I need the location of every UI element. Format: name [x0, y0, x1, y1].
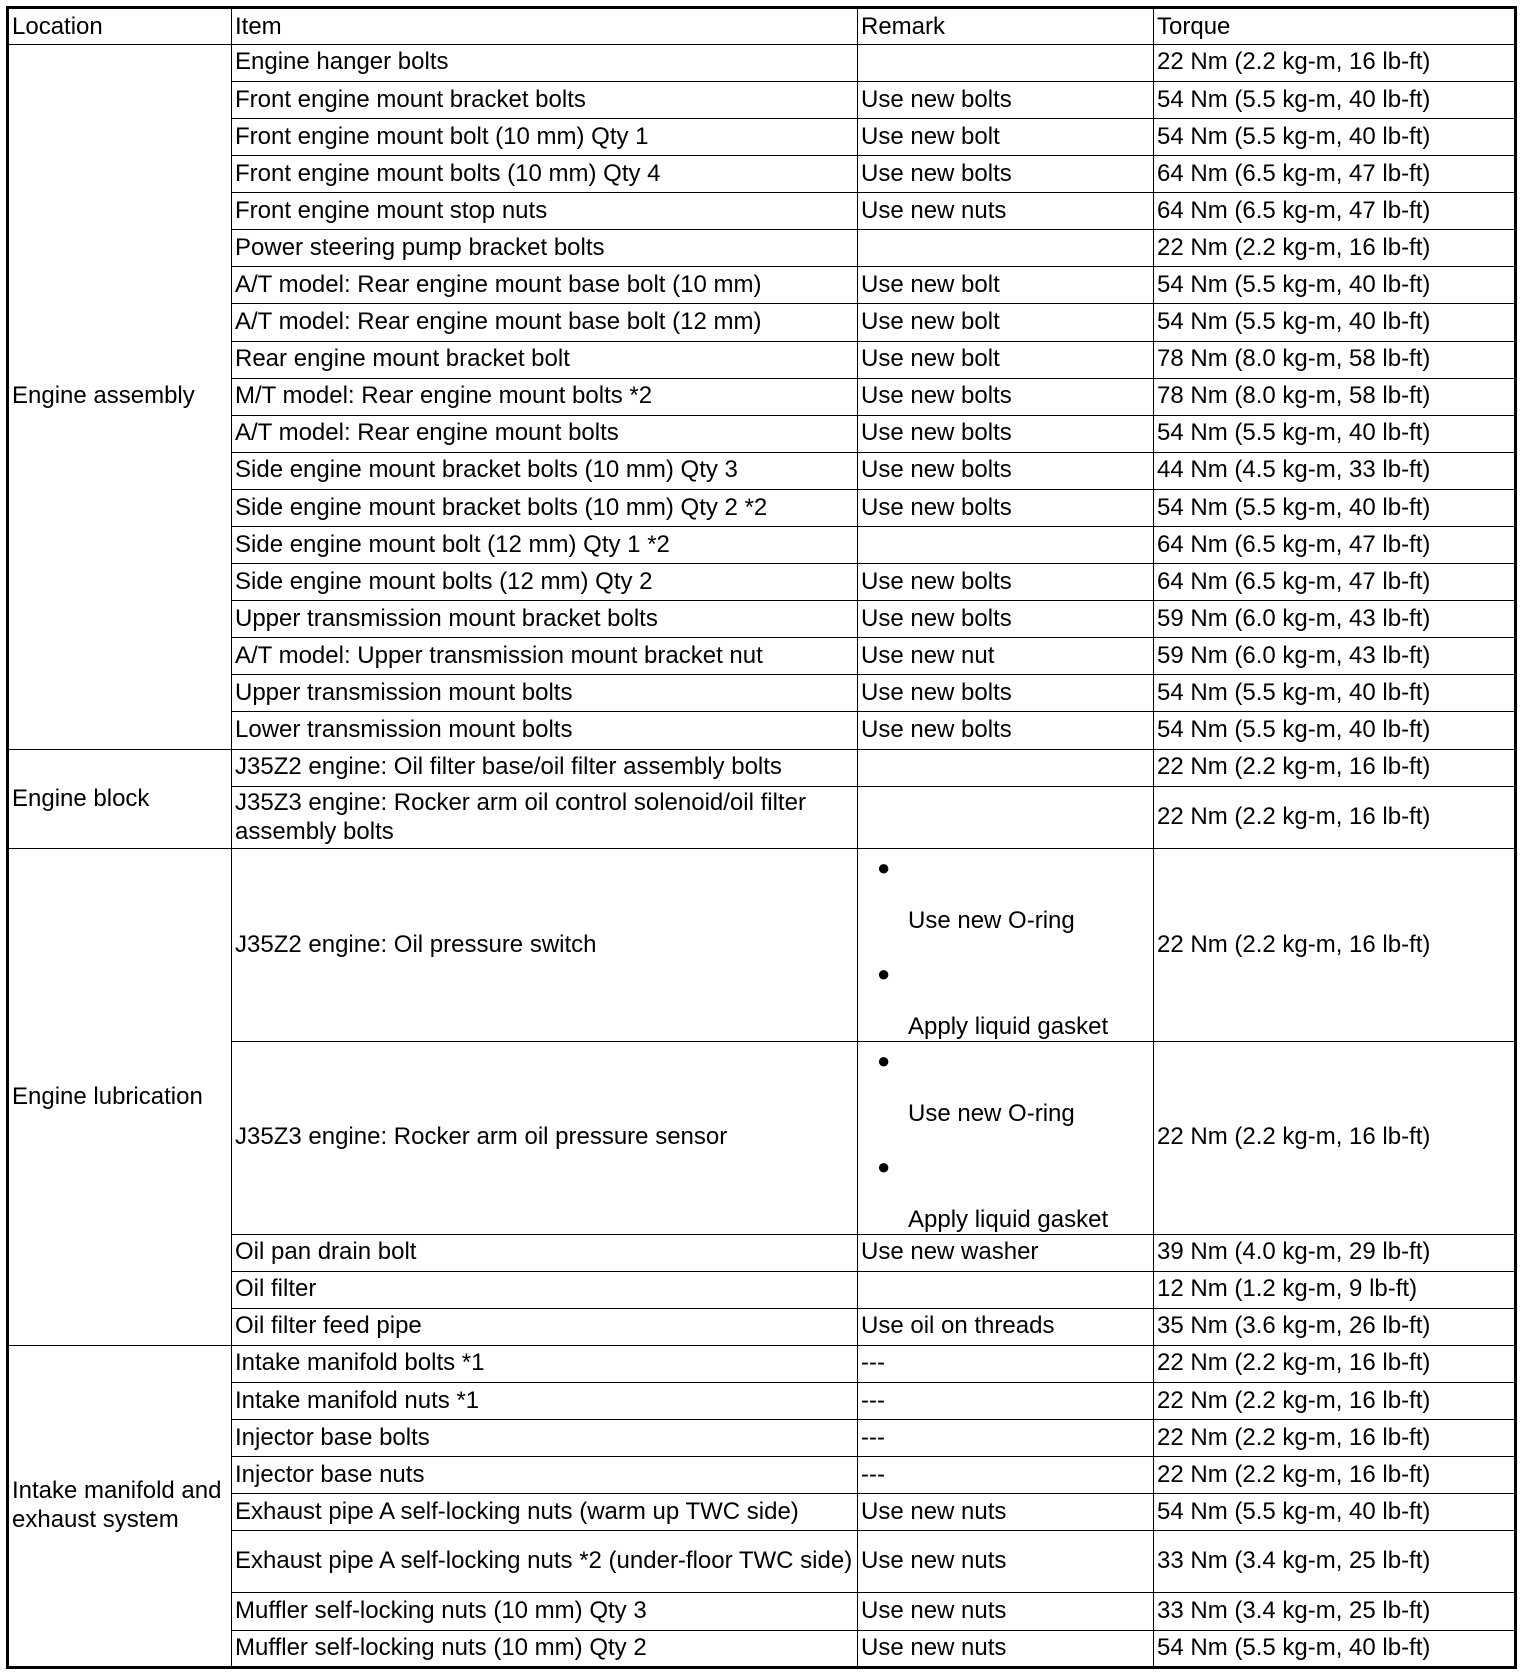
item-cell: J35Z3 engine: Rocker arm oil pressure sensor: [232, 1041, 858, 1234]
torque-cell: 33 Nm (3.4 kg-m, 25 lb-ft): [1154, 1531, 1516, 1593]
table-row: [8, 1271, 1516, 1308]
torque-cell: 22 Nm (2.2 kg-m, 16 lb-ft): [1154, 44, 1516, 81]
table-row: [8, 1308, 1516, 1345]
item-cell: Intake manifold bolts *1: [232, 1345, 858, 1382]
remark-cell: [858, 786, 1154, 849]
remark-cell: Use new washer: [858, 1234, 1154, 1271]
remark-cell: [858, 1041, 1154, 1234]
item-cell: Front engine mount bolt (10 mm) Qty 1: [232, 118, 858, 155]
table-row: [8, 601, 1516, 638]
torque-cell: 39 Nm (4.0 kg-m, 29 lb-ft): [1154, 1234, 1516, 1271]
remark-cell: ---: [858, 1457, 1154, 1494]
torque-cell: 33 Nm (3.4 kg-m, 25 lb-ft): [1154, 1593, 1516, 1630]
remark-cell: ---: [858, 1419, 1154, 1456]
item-cell: Side engine mount bolt (12 mm) Qty 1 *2: [232, 527, 858, 564]
remark-cell: ---: [858, 1382, 1154, 1419]
torque-cell: 59 Nm (6.0 kg-m, 43 lb-ft): [1154, 638, 1516, 675]
remark-line: Use new O-ring: [908, 1099, 1075, 1127]
torque-cell: 54 Nm (5.5 kg-m, 40 lb-ft): [1154, 675, 1516, 712]
item-cell: Rear engine mount bracket bolt: [232, 341, 858, 378]
torque-cell: 22 Nm (2.2 kg-m, 16 lb-ft): [1154, 1041, 1516, 1234]
table-row: [8, 849, 1516, 1042]
item-cell: A/T model: Upper transmission mount bracket nut: [232, 638, 858, 675]
table-row: [8, 304, 1516, 341]
remark-cell: Use new bolt: [858, 267, 1154, 304]
table-row: [8, 1419, 1516, 1456]
table-row: [8, 1593, 1516, 1630]
header-torque: Torque: [1154, 8, 1516, 45]
torque-cell: 54 Nm (5.5 kg-m, 40 lb-ft): [1154, 118, 1516, 155]
remark-cell: Use new bolts: [858, 564, 1154, 601]
item-cell: Upper transmission mount bracket bolts: [232, 601, 858, 638]
remark-cell: Use new nuts: [858, 1531, 1154, 1593]
item-cell: Upper transmission mount bolts: [232, 675, 858, 712]
torque-cell: 22 Nm (2.2 kg-m, 16 lb-ft): [1154, 749, 1516, 786]
torque-cell: 54 Nm (5.5 kg-m, 40 lb-ft): [1154, 267, 1516, 304]
remark-cell: Use new bolts: [858, 712, 1154, 749]
torque-cell: 64 Nm (6.5 kg-m, 47 lb-ft): [1154, 193, 1516, 230]
location-cell: Engine assembly: [8, 44, 232, 749]
location-cell: Engine block: [8, 749, 232, 849]
torque-cell: 44 Nm (4.5 kg-m, 33 lb-ft): [1154, 452, 1516, 489]
remark-cell: [858, 1271, 1154, 1308]
item-cell: Injector base nuts: [232, 1457, 858, 1494]
item-cell: Power steering pump bracket bolts: [232, 230, 858, 267]
table-row: [8, 156, 1516, 193]
remark-cell: ---: [858, 1345, 1154, 1382]
item-cell: Front engine mount bolts (10 mm) Qty 4: [232, 156, 858, 193]
location-cell: Intake manifold and exhaust system: [8, 1345, 232, 1667]
table-row: [8, 675, 1516, 712]
item-cell: Exhaust pipe A self-locking nuts *2 (under-floor TWC side): [232, 1531, 858, 1593]
table-row: [8, 341, 1516, 378]
remark-cell: Use new nuts: [858, 1593, 1154, 1630]
torque-cell: 12 Nm (1.2 kg-m, 9 lb-ft): [1154, 1271, 1516, 1308]
torque-cell: 22 Nm (2.2 kg-m, 16 lb-ft): [1154, 1419, 1516, 1456]
torque-cell: 64 Nm (6.5 kg-m, 47 lb-ft): [1154, 156, 1516, 193]
remark-cell: Use new bolts: [858, 156, 1154, 193]
table-row: [8, 749, 1516, 786]
remark-cell: Use new bolts: [858, 489, 1154, 526]
table-row: [8, 1041, 1516, 1234]
table-row: [8, 564, 1516, 601]
torque-spec-table: [6, 6, 1517, 1669]
remark-cell: Use new bolts: [858, 601, 1154, 638]
item-cell: Oil filter: [232, 1271, 858, 1308]
remark-list: [861, 1044, 1150, 1232]
torque-cell: 54 Nm (5.5 kg-m, 40 lb-ft): [1154, 712, 1516, 749]
table-row: [8, 1457, 1516, 1494]
remark-cell: [858, 44, 1154, 81]
torque-cell: 54 Nm (5.5 kg-m, 40 lb-ft): [1154, 1494, 1516, 1531]
table-row: [8, 638, 1516, 675]
item-cell: Lower transmission mount bolts: [232, 712, 858, 749]
remark-cell: Use new nuts: [858, 1494, 1154, 1531]
table-row: [8, 81, 1516, 118]
item-cell: A/T model: Rear engine mount base bolt (10 mm): [232, 267, 858, 304]
item-cell: Oil filter feed pipe: [232, 1308, 858, 1345]
remark-cell: Use new bolt: [858, 304, 1154, 341]
torque-cell: 22 Nm (2.2 kg-m, 16 lb-ft): [1154, 786, 1516, 849]
table-row: [8, 1234, 1516, 1271]
remark-cell: Use new bolts: [858, 415, 1154, 452]
item-cell: Front engine mount bracket bolts: [232, 81, 858, 118]
remark-list: [861, 851, 1150, 1039]
remark-cell: [858, 230, 1154, 267]
remark-cell: Use new bolt: [858, 341, 1154, 378]
item-cell: Side engine mount bracket bolts (10 mm) Qty 2 *2: [232, 489, 858, 526]
table-row: [8, 118, 1516, 155]
remark-cell: Use new bolts: [858, 378, 1154, 415]
remark-line: Apply liquid gasket: [908, 1205, 1109, 1233]
item-cell: Exhaust pipe A self-locking nuts (warm up TWC side): [232, 1494, 858, 1531]
item-cell: Side engine mount bolts (12 mm) Qty 2: [232, 564, 858, 601]
remark-cell: [858, 527, 1154, 564]
remark-cell: Use new bolts: [858, 675, 1154, 712]
table-row: [8, 378, 1516, 415]
item-cell: Oil pan drain bolt: [232, 1234, 858, 1271]
table-row: [8, 712, 1516, 749]
item-cell: Front engine mount stop nuts: [232, 193, 858, 230]
header-item: Item: [232, 8, 858, 45]
remark-cell: Use oil on threads: [858, 1308, 1154, 1345]
table-row: [8, 1531, 1516, 1593]
remark-cell: Use new nuts: [858, 193, 1154, 230]
torque-cell: 22 Nm (2.2 kg-m, 16 lb-ft): [1154, 230, 1516, 267]
location-cell: Engine lubrication: [8, 849, 232, 1345]
item-cell: Injector base bolts: [232, 1419, 858, 1456]
table-row: [8, 1494, 1516, 1531]
torque-cell: 35 Nm (3.6 kg-m, 26 lb-ft): [1154, 1308, 1516, 1345]
item-cell: Muffler self-locking nuts (10 mm) Qty 3: [232, 1593, 858, 1630]
bullet-icon: ●: [877, 1153, 891, 1179]
torque-cell: 22 Nm (2.2 kg-m, 16 lb-ft): [1154, 1382, 1516, 1419]
bullet-icon: ●: [877, 961, 891, 987]
item-cell: J35Z3 engine: Rocker arm oil control solenoid/oil filter assembly bolts: [232, 786, 858, 849]
torque-cell: 22 Nm (2.2 kg-m, 16 lb-ft): [1154, 1345, 1516, 1382]
header-row: [8, 8, 1516, 45]
item-cell: A/T model: Rear engine mount base bolt (12 mm): [232, 304, 858, 341]
remark-cell: Use new bolts: [858, 81, 1154, 118]
item-cell: J35Z2 engine: Oil pressure switch: [232, 849, 858, 1042]
item-cell: J35Z2 engine: Oil filter base/oil filter assembly bolts: [232, 749, 858, 786]
table-row: [8, 415, 1516, 452]
item-cell: M/T model: Rear engine mount bolts *2: [232, 378, 858, 415]
torque-cell: 64 Nm (6.5 kg-m, 47 lb-ft): [1154, 527, 1516, 564]
remark-cell: Use new bolt: [858, 118, 1154, 155]
item-cell: Intake manifold nuts *1: [232, 1382, 858, 1419]
torque-cell: 78 Nm (8.0 kg-m, 58 lb-ft): [1154, 341, 1516, 378]
table-row: [8, 786, 1516, 849]
torque-cell: 54 Nm (5.5 kg-m, 40 lb-ft): [1154, 489, 1516, 526]
remark-cell: Use new nuts: [858, 1630, 1154, 1667]
torque-cell: 22 Nm (2.2 kg-m, 16 lb-ft): [1154, 849, 1516, 1042]
item-cell: Engine hanger bolts: [232, 44, 858, 81]
item-cell: Side engine mount bracket bolts (10 mm) Qty 3: [232, 452, 858, 489]
table-row: [8, 44, 1516, 81]
table-row: [8, 527, 1516, 564]
remark-line: Apply liquid gasket: [908, 1013, 1109, 1041]
torque-cell: 22 Nm (2.2 kg-m, 16 lb-ft): [1154, 1457, 1516, 1494]
header-remark: Remark: [858, 8, 1154, 45]
table-row: [8, 193, 1516, 230]
torque-cell: 54 Nm (5.5 kg-m, 40 lb-ft): [1154, 81, 1516, 118]
torque-cell: 64 Nm (6.5 kg-m, 47 lb-ft): [1154, 564, 1516, 601]
table-row: [8, 1382, 1516, 1419]
table-row: [8, 489, 1516, 526]
torque-cell: 54 Nm (5.5 kg-m, 40 lb-ft): [1154, 304, 1516, 341]
torque-cell: 54 Nm (5.5 kg-m, 40 lb-ft): [1154, 1630, 1516, 1667]
remark-cell: [858, 749, 1154, 786]
remark-cell: Use new bolts: [858, 452, 1154, 489]
remark-cell: [858, 849, 1154, 1042]
torque-cell: 59 Nm (6.0 kg-m, 43 lb-ft): [1154, 601, 1516, 638]
table-row: [8, 267, 1516, 304]
table-row: [8, 230, 1516, 267]
table-row: [8, 1345, 1516, 1382]
item-cell: A/T model: Rear engine mount bolts: [232, 415, 858, 452]
item-cell: Muffler self-locking nuts (10 mm) Qty 2: [232, 1630, 858, 1667]
remark-line: Use new O-ring: [908, 907, 1075, 935]
header-location: Location: [8, 8, 232, 45]
torque-cell: 54 Nm (5.5 kg-m, 40 lb-ft): [1154, 415, 1516, 452]
torque-cell: 78 Nm (8.0 kg-m, 58 lb-ft): [1154, 378, 1516, 415]
remark-cell: Use new nut: [858, 638, 1154, 675]
bullet-icon: ●: [877, 1047, 891, 1073]
bullet-icon: ●: [877, 855, 891, 881]
table-row: [8, 452, 1516, 489]
table-row: [8, 1630, 1516, 1667]
